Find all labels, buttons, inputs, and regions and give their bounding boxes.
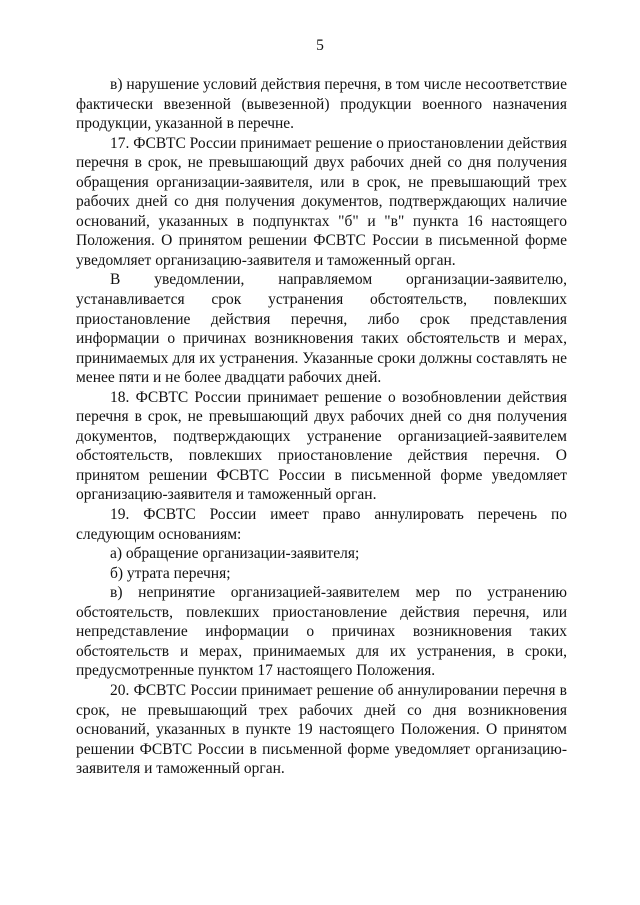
paragraph-17: 17. ФСВТС России принимает решение о приостановлении действия перечня в срок, не превышающий двух рабочих дней со дня получения обращения организации-заявителя, или в срок, не превышающий трех рабочих дней со дня получения документов, подтверждающих наличие оснований, указанных в подпунктах "б" и "в" пункта 16 настоящего Положения. О принятом решении ФСВТС России в письменной форме уведомляет организацию-заявителя и таможенный орган. (76, 134, 567, 269)
paragraph-20: 20. ФСВТС России принимает решение об аннулировании перечня в срок, не превышающий трех рабочих дней со дня возникновения оснований, указанных в пункте 19 настоящего Положения. О принятом решении ФСВТС России в письменной форме уведомляет организацию-заявителя и таможенный орган. (76, 681, 567, 778)
paragraph-16-subitem-v: в) нарушение условий действия перечня, в том числе несоответствие фактически ввезенной (вывезенной) продукции военного назначения продукции, указанной в перечне. (76, 76, 567, 133)
paragraph-18: 18. ФСВТС России принимает решение о возобновлении действия перечня в срок, не превышающий двух рабочих дней со дня получения документов, подтверждающих устранение организацией-заявителем обстоятельств, повлекших приостановление действия перечня. О принятом решении ФСВТС России в письменной форме уведомляет организацию-заявителя и таможенный орган. (76, 388, 567, 504)
paragraph-19-item-v: в) непринятие организацией-заявителем мер по устранению обстоятельств, повлекших приостановление действия перечня, или непредставление информации о причинах возникновения таких обстоятельств и мерах, принимаемых для их устранения, в сроки, предусмотренные пунктом 17 настоящего Положения. (76, 584, 567, 680)
document-body (76, 75, 567, 779)
paragraph-17-notification: В уведомлении, направляемом организации-заявителю, устанавливается срок устранения обстоятельств, повлекших приостановление действия перечня, либо срок представления информации о причинах возникновения таких обстоятельств и мерах, принимаемых для их устранения. Указанные сроки должны составлять не менее пяти и не более двадцати рабочих дней. (76, 271, 567, 387)
paragraph-19-item-a: а) обращение организации-заявителя; (110, 545, 360, 563)
paragraph-19: 19. ФСВТС России имеет право аннулировать перечень по следующим основаниям: (76, 506, 567, 543)
page-number: 5 (316, 37, 324, 54)
paragraph-19-item-b: б) утрата перечня; (110, 564, 231, 582)
